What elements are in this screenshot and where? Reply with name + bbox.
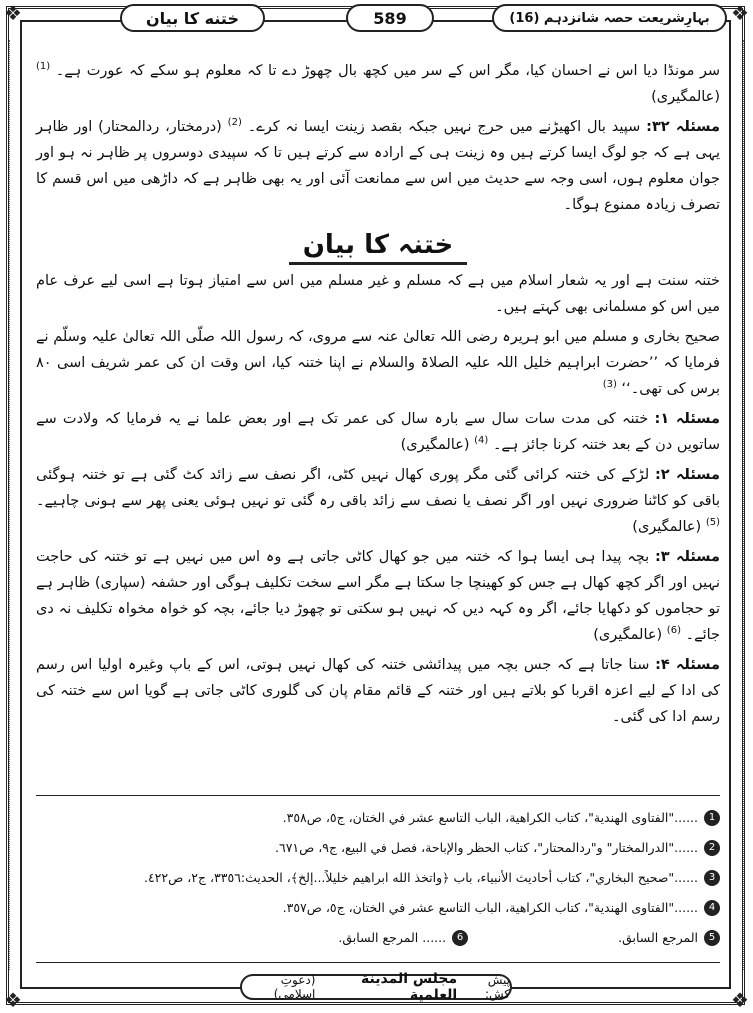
- footnote-number: 6: [452, 930, 468, 946]
- paragraph: [36, 406, 720, 458]
- paragraph-text: لڑکے کی ختنہ کرائی گئی مگر پوری کھال نہیں کٹی، اگر نصف سے زائد کٹ گئی ہے تو ختنہ ہوگئی باقی کو کاٹنا ضروری نہیں اور اگر نصف یا نصف سے زائد باقی رہ گئی تو نہیں ہوئی یعنی پھر سے ہونی چاہیے۔: [36, 467, 720, 509]
- footnote: [36, 863, 720, 893]
- section-heading: [36, 232, 720, 258]
- paragraph: [36, 652, 720, 730]
- page-header: [24, 4, 729, 36]
- footnote-ref: (4): [474, 435, 489, 447]
- source-citation: (عالمگیری): [400, 437, 470, 453]
- footnote-text: ......"الفتاوی الهندیة"، کتاب الکراهیة، الباب التاسع عشر في الختان، ج٥، ص٣٥٧.: [282, 900, 698, 915]
- footnote-text: ......"الدرالمختار" و"ردالمحتار"، کتاب الحظر والإباحة، فصل في البیع، ج٩، ص٦٧١.: [275, 840, 698, 855]
- footnote-text: ...... المرجع السابق.: [338, 930, 447, 945]
- side-ornament-left: [9, 40, 20, 970]
- footer-prefix: پیش کش:: [484, 973, 510, 1001]
- paragraph: [36, 114, 720, 218]
- footnote: [618, 923, 720, 953]
- paragraph: [36, 462, 720, 540]
- footnote: [36, 893, 720, 923]
- corner-ornament: ❖: [4, 988, 22, 1012]
- footnote-text: ......"صحیح البخاري"، کتاب أحادیث الأنبیاء، باب ﴿واتخذ الله ابراهیم خلیلاً...إلخ﴾، الحدیث:٣٣٥٦، ج٢، ص٤٢٢.: [143, 870, 698, 885]
- publisher-footer: [240, 971, 512, 1003]
- footnote: [338, 923, 468, 953]
- paragraph: [36, 324, 720, 402]
- footnote-number: 5: [704, 930, 720, 946]
- paragraph: [36, 544, 720, 648]
- publisher-name: مجلس المدینة العلمیة: [361, 971, 458, 1003]
- corner-ornament: ❖: [731, 988, 749, 1012]
- footnote-number: 3: [704, 870, 720, 886]
- side-ornament-right: [733, 40, 744, 970]
- source-citation: (عالمگیری): [651, 89, 720, 105]
- footnotes: [36, 803, 720, 953]
- footnote-text: ......"الفتاوی الهندیة"، کتاب الکراهیة، الباب التاسع عشر في الختان، ج٥، ص٣٥٨.: [282, 810, 698, 825]
- paragraph-text: ختنہ کی مدت سات سال سے بارہ سال کی عمر تک ہے اور بعض علما نے یہ فرمایا کہ ولادت سے ساتویں دن کے بعد ختنہ کرنا جائز ہے۔: [36, 411, 720, 453]
- masala-label: مسئلہ ۱:: [654, 411, 720, 427]
- footnote-number: 1: [704, 810, 720, 826]
- masala-label: مسئلہ ۳۲:: [646, 119, 720, 135]
- publisher-suffix: (دعوتِ اسلامی): [273, 973, 316, 1001]
- corner-ornament: ❖: [4, 1, 22, 25]
- source-citation: (عالمگیری): [632, 519, 702, 535]
- footnote-text: المرجع السابق.: [618, 930, 698, 945]
- paragraph-text: (درمختار، ردالمحتار) اور ظاہر یہی ہے کہ جو لوگ ایسا کرتے ہیں وہ زینت ہی کے ارادہ سے کرتے ہیں تا کہ سپیدی دوسروں پر ظاہر نہ ہو اور جوان معلوم ہوں، اسی وجہ سے حدیث میں اس سے ممانعت آئی اور یہ بھی ظاہر ہے کہ داڑھی میں اس قسم کا تصرف زیادہ ممنوع ہوگا۔: [36, 119, 720, 213]
- footer-divider: [36, 962, 720, 963]
- paragraph-text: سپید بال اکھیڑنے میں حرج نہیں جبکہ بقصد زینت ایسا نہ کرے۔: [247, 119, 641, 135]
- paragraph: [36, 58, 720, 110]
- paragraph-text: سنا جاتا ہے کہ جس بچہ میں پیدائشی ختنہ کی کھال نہیں ہوتی، اس کے باپ وغیرہ اولیا اس رسم کی ادا کے لیے اعزہ اقربا کو بلاتے ہیں اور ختنہ کے قائم مقام پان کی گلوری کاٹی جاتی ہے گویا اس سے ختنہ کی رسم ادا کی گئی۔: [36, 657, 720, 725]
- footnote: [36, 803, 720, 833]
- source-citation: (عالمگیری): [593, 627, 663, 643]
- footnote: [36, 833, 720, 863]
- main-text: [36, 58, 720, 734]
- masala-label: مسئلہ ۲:: [654, 467, 721, 483]
- footnote-ref: (5): [705, 517, 720, 529]
- footnote-row: [36, 923, 720, 953]
- paragraph-text: ختنہ سنت ہے اور یہ شعار اسلام میں ہے کہ مسلم و غیر مسلم میں اس سے امتیاز ہوتا ہے اسی لیے عرف عام میں اس کو مسلمانی بھی کہتے ہیں۔: [36, 273, 720, 315]
- paragraph-text: صحیح بخاری و مسلم میں ابو ہریرہ رضی اللہ تعالیٰ عنہ سے مروی، کہ رسول اللہ صلّی اللہ تعالیٰ علیہ وسلّم نے فرمایا کہ ’’حضرت ابراہیم خلیل اللہ علیہ الصلاۃ والسلام نے اپنا ختنہ کیا، اس وقت ان کی عمر شریف اسی ۸۰ برس کی تھی۔‘‘: [36, 329, 720, 397]
- footnote-ref: (3): [602, 379, 617, 391]
- masala-label: مسئلہ ۴:: [655, 657, 720, 673]
- page-number: 589: [346, 4, 434, 32]
- footnote-number: 2: [704, 840, 720, 856]
- footnote-number: 4: [704, 900, 720, 916]
- section-title: ختنه کا بیان: [120, 4, 265, 32]
- section-heading-text: ختنہ کا بیان: [289, 230, 468, 265]
- book-title: بہارِشریعت حصہ شانزدہم (16): [492, 4, 727, 32]
- paragraph: [36, 268, 720, 320]
- footnote-divider: [36, 795, 720, 796]
- paragraph-text: بچہ پیدا ہی ایسا ہوا کہ ختنہ میں جو کھال کاٹی جاتی ہے وہ اس میں نہیں ہے تو ختنہ کی حاجت نہیں اور اگر کچھ کھال ہے جس کو کھینچا جا سکتا ہے مگر اسے سخت تکلیف ہوگی اور حشفہ (سپاری) ظاہر ہے تو حجاموں کو دکھایا جائے، اگر وہ کہہ دیں کہ نہیں ہو سکتی تو چھوڑ دیا جائے، بچہ کو خواہ مخواہ تکلیف نہ دی جائے۔: [36, 549, 720, 643]
- corner-ornament: ❖: [731, 1, 749, 25]
- masala-label: مسئلہ ۳:: [654, 549, 721, 565]
- footnote-ref: (1): [36, 61, 51, 73]
- footnote-ref: (2): [227, 117, 242, 129]
- paragraph-text: سر مونڈا دیا اس نے احسان کیا، مگر اس کے سر میں کچھ بال چھوڑ دے تا کہ معلوم ہو سکے کہ عورت ہے۔: [55, 63, 720, 79]
- footnote-ref: (6): [666, 625, 681, 637]
